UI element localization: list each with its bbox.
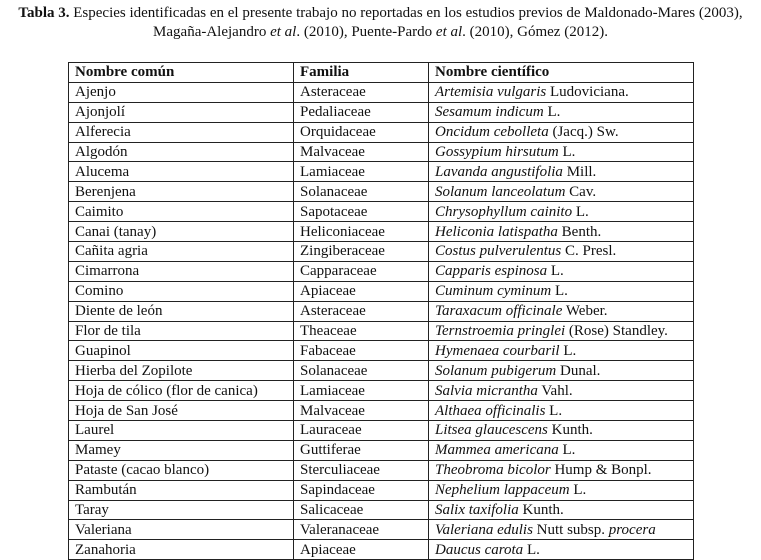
- cell-common-name: Alferecia: [69, 122, 294, 142]
- scientific-binomial: Salix taxifolia: [435, 502, 519, 519]
- table-row: [69, 142, 694, 162]
- cell-scientific-name: [429, 341, 694, 361]
- scientific-author: Mill.: [562, 163, 597, 180]
- scientific-binomial: Nephelium lappaceum: [435, 482, 570, 499]
- caption-text-2a: Magaña-Alejandro: [153, 24, 271, 40]
- cell-common-name: Hoja de cólico (flor de canica): [69, 381, 294, 401]
- cell-family: Capparaceae: [294, 261, 429, 281]
- scientific-author: (Jacq.) Sw.: [548, 124, 619, 141]
- cell-common-name: Diente de león: [69, 301, 294, 321]
- scientific-author: (Rose) Standley.: [565, 323, 668, 340]
- scientific-binomial: Gossypium hirsutum: [435, 144, 559, 160]
- table-row: [69, 361, 694, 381]
- header-scientific-name: Nombre científico: [429, 63, 694, 83]
- scientific-binomial: Solanum pubigerum: [435, 362, 557, 379]
- table-row: [69, 540, 694, 560]
- table-row: [69, 281, 694, 301]
- caption-text-1: Especies identificadas en el presente trabajo no reportadas en los estudios previos de Maldonado-Mares (2003),: [69, 5, 743, 21]
- table-row: [69, 460, 694, 480]
- scientific-author: L.: [558, 442, 576, 459]
- scientific-author: L.: [545, 402, 563, 419]
- cell-scientific-name: [429, 460, 694, 480]
- cell-family: Valeranaceae: [294, 520, 429, 540]
- scientific-binomial: Oncidum cebolleta: [435, 124, 549, 141]
- cell-family: Asteraceae: [294, 82, 429, 102]
- table-caption: [0, 4, 761, 42]
- scientific-author: L.: [543, 104, 561, 121]
- scientific-author: Dunal.: [556, 362, 601, 379]
- cell-scientific-name: [429, 162, 694, 182]
- cell-scientific-name: [429, 520, 694, 540]
- cell-family: Malvaceae: [294, 401, 429, 421]
- cell-scientific-name: [429, 122, 694, 142]
- scientific-author: Nutt subsp.: [532, 521, 609, 538]
- table-row: [69, 421, 694, 441]
- cell-family: Orquidaceae: [294, 122, 429, 142]
- table-row: [69, 182, 694, 202]
- cell-scientific-name: [429, 202, 694, 222]
- cell-common-name: Pataste (cacao blanco): [69, 460, 294, 480]
- cell-family: Solanaceae: [294, 361, 429, 381]
- scientific-author: L.: [569, 482, 587, 499]
- cell-scientific-name: [429, 242, 694, 262]
- cell-family: Lamiaceae: [294, 381, 429, 401]
- scientific-binomial: Sesamum indicum: [435, 104, 544, 121]
- cell-scientific-name: [429, 182, 694, 202]
- table-row: [69, 321, 694, 341]
- scientific-author: Kunth.: [518, 502, 564, 519]
- caption-line-1: [0, 4, 761, 23]
- cell-family: Lauraceae: [294, 421, 429, 441]
- table-row: [69, 480, 694, 500]
- header-family: Familia: [294, 63, 429, 83]
- scientific-binomial: Lavanda angustifolia: [435, 163, 563, 180]
- cell-family: Sterculiaceae: [294, 460, 429, 480]
- cell-scientific-name: [429, 301, 694, 321]
- scientific-binomial: Valeriana edulis: [435, 521, 533, 538]
- caption-etal-2: et al: [435, 24, 463, 40]
- table-row: [69, 202, 694, 222]
- cell-scientific-name: [429, 261, 694, 281]
- table-row: [69, 261, 694, 281]
- cell-scientific-name: [429, 102, 694, 122]
- cell-common-name: Caimito: [69, 202, 294, 222]
- scientific-author: C. Presl.: [561, 243, 617, 260]
- header-common-name: Nombre común: [69, 63, 294, 83]
- caption-line-2: [0, 23, 761, 42]
- table-row: [69, 341, 694, 361]
- cell-family: Pedaliaceae: [294, 102, 429, 122]
- cell-family: Salicaceae: [294, 500, 429, 520]
- table-row: [69, 520, 694, 540]
- cell-family: Sapindaceae: [294, 480, 429, 500]
- cell-scientific-name: [429, 421, 694, 441]
- scientific-author: L.: [551, 283, 568, 300]
- scientific-author: Kunth.: [547, 422, 593, 439]
- cell-common-name: Hierba del Zopilote: [69, 361, 294, 381]
- caption-text-2c: . (2010), Gómez (2012).: [462, 24, 608, 40]
- species-table: [68, 62, 694, 560]
- cell-common-name: Algodón: [69, 142, 294, 162]
- cell-scientific-name: [429, 82, 694, 102]
- cell-family: Heliconiaceae: [294, 222, 429, 242]
- table-row: [69, 381, 694, 401]
- scientific-binomial: Capparis espinosa: [435, 263, 548, 280]
- cell-family: Sapotaceae: [294, 202, 429, 222]
- table-row: [69, 82, 694, 102]
- cell-common-name: Cañita agria: [69, 242, 294, 262]
- scientific-author: L.: [547, 263, 564, 280]
- table-row: [69, 500, 694, 520]
- scientific-binomial: Salvia micrantha: [435, 382, 538, 399]
- table-row: [69, 222, 694, 242]
- scientific-binomial: Althaea officinalis: [435, 402, 546, 419]
- cell-common-name: Comino: [69, 281, 294, 301]
- cell-scientific-name: [429, 500, 694, 520]
- cell-common-name: Alucema: [69, 162, 294, 182]
- cell-common-name: Cimarrona: [69, 261, 294, 281]
- cell-family: Fabaceae: [294, 341, 429, 361]
- scientific-author: L.: [558, 144, 576, 160]
- scientific-binomial: Solanum lanceolatum: [435, 183, 566, 200]
- scientific-binomial: Heliconia latispatha: [435, 223, 558, 240]
- scientific-binomial: Artemisia vulgaris: [435, 84, 547, 101]
- cell-family: Theaceae: [294, 321, 429, 341]
- scientific-binomial: Litsea glaucescens: [435, 422, 548, 439]
- cell-common-name: Taray: [69, 500, 294, 520]
- scientific-author: Benth.: [557, 223, 602, 240]
- scientific-binomial: Theobroma bicolor: [435, 462, 551, 479]
- cell-common-name: Canai (tanay): [69, 222, 294, 242]
- scientific-binomial: Hymenaea courbaril: [435, 342, 560, 359]
- cell-common-name: Berenjena: [69, 182, 294, 202]
- scientific-author: Ludoviciana.: [546, 84, 629, 101]
- cell-family: Lamiaceae: [294, 162, 429, 182]
- cell-family: Apiaceae: [294, 281, 429, 301]
- table-row: [69, 122, 694, 142]
- scientific-infraspecific: procera: [608, 521, 656, 538]
- cell-family: Solanaceae: [294, 182, 429, 202]
- cell-family: Asteraceae: [294, 301, 429, 321]
- cell-common-name: Valeriana: [69, 520, 294, 540]
- caption-etal-1: et al: [270, 24, 297, 40]
- scientific-author: Vahl.: [537, 382, 573, 399]
- scientific-author: L.: [559, 342, 577, 359]
- table-body: [69, 82, 694, 559]
- scientific-binomial: Cuminum cyminum: [435, 283, 552, 300]
- scientific-author: Hump & Bonpl.: [550, 462, 652, 479]
- cell-scientific-name: [429, 361, 694, 381]
- cell-family: Malvaceae: [294, 142, 429, 162]
- scientific-author: Cav.: [565, 183, 597, 200]
- cell-family: Guttiferae: [294, 440, 429, 460]
- cell-common-name: Flor de tila: [69, 321, 294, 341]
- caption-label: Tabla 3.: [18, 5, 70, 21]
- cell-scientific-name: [429, 281, 694, 301]
- cell-family: Zingiberaceae: [294, 242, 429, 262]
- cell-family: Apiaceae: [294, 540, 429, 560]
- table-row: [69, 401, 694, 421]
- cell-scientific-name: [429, 480, 694, 500]
- scientific-binomial: Taraxacum officinale: [435, 303, 563, 320]
- cell-scientific-name: [429, 222, 694, 242]
- table-row: [69, 301, 694, 321]
- scientific-binomial: Costus pulverulentus: [435, 243, 562, 260]
- cell-common-name: Mamey: [69, 440, 294, 460]
- cell-common-name: Guapinol: [69, 341, 294, 361]
- cell-common-name: Zanahoria: [69, 540, 294, 560]
- scientific-binomial: Ternstroemia pringlei: [435, 323, 566, 340]
- cell-scientific-name: [429, 321, 694, 341]
- table-row: [69, 242, 694, 262]
- scientific-author: L.: [523, 541, 540, 558]
- cell-scientific-name: [429, 142, 694, 162]
- scientific-binomial: Chrysophyllum cainito: [435, 203, 573, 220]
- table-row: [69, 102, 694, 122]
- cell-common-name: Ajenjo: [69, 82, 294, 102]
- scientific-author: L.: [572, 203, 589, 220]
- cell-scientific-name: [429, 440, 694, 460]
- cell-scientific-name: [429, 381, 694, 401]
- cell-common-name: Laurel: [69, 421, 294, 441]
- cell-scientific-name: [429, 540, 694, 560]
- caption-text-2b: . (2010), Puente-Pardo: [296, 24, 436, 40]
- cell-common-name: Ajonjolí: [69, 102, 294, 122]
- cell-scientific-name: [429, 401, 694, 421]
- table-header-row: [69, 63, 694, 83]
- scientific-binomial: Mammea americana: [435, 442, 559, 459]
- table-row: [69, 440, 694, 460]
- cell-common-name: Rambután: [69, 480, 294, 500]
- scientific-author: Weber.: [562, 303, 608, 320]
- table-row: [69, 162, 694, 182]
- scientific-binomial: Daucus carota: [435, 541, 524, 558]
- cell-common-name: Hoja de San José: [69, 401, 294, 421]
